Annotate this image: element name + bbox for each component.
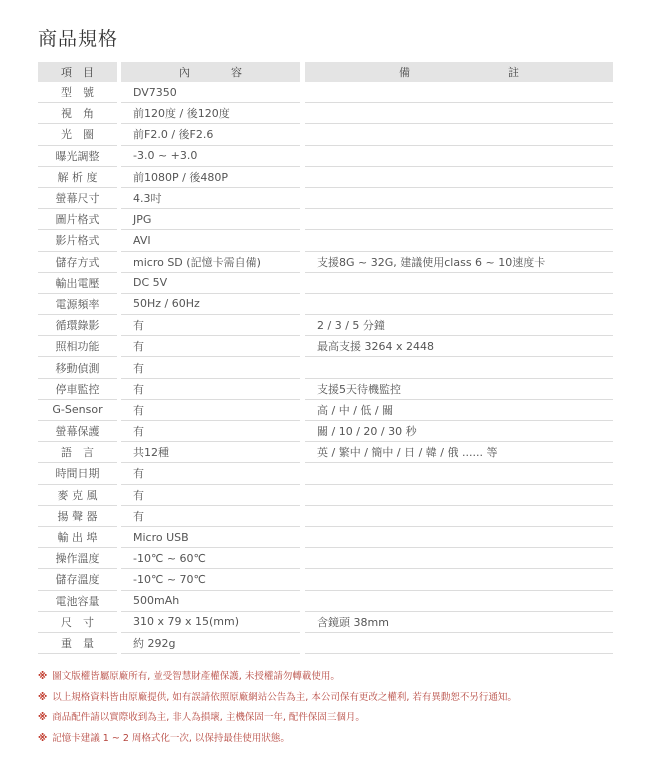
spec-note <box>305 188 613 209</box>
table-row <box>0 506 650 527</box>
table-row <box>0 146 650 167</box>
spec-value: 500mAh <box>121 591 300 612</box>
table-row <box>0 379 650 400</box>
table-row <box>0 188 650 209</box>
reference-mark-icon: ※ <box>38 732 48 744</box>
page-title: 商品規格 <box>38 28 119 50</box>
header-note-right: 註 <box>508 66 519 79</box>
spec-note <box>305 591 613 612</box>
footnote <box>38 729 638 750</box>
table-row <box>0 421 650 442</box>
spec-note <box>305 146 613 167</box>
spec-value: 50Hz / 60Hz <box>121 294 300 315</box>
spec-label: 影片格式 <box>38 230 117 251</box>
spec-note <box>305 209 613 230</box>
spec-label: 照相功能 <box>38 336 117 357</box>
spec-value: 有 <box>121 336 300 357</box>
spec-note: 支援8G ~ 32G, 建議使用class 6 ~ 10速度卡 <box>305 252 613 273</box>
spec-note: 高 / 中 / 低 / 關 <box>305 400 613 421</box>
spec-note: 2 / 3 / 5 分鐘 <box>305 315 613 336</box>
spec-value: 前1080P / 後480P <box>121 167 300 188</box>
spec-label: 移動偵測 <box>38 357 117 378</box>
reference-mark-icon: ※ <box>38 691 48 703</box>
footnotes <box>38 667 638 749</box>
spec-value: JPG <box>121 209 300 230</box>
spec-label: 圖片格式 <box>38 209 117 230</box>
table-row <box>0 124 650 145</box>
spec-value: DV7350 <box>121 82 300 103</box>
header-note <box>305 62 613 82</box>
footnote-text: 記憶卡建議 1 ~ 2 周格式化一次, 以保持最佳使用狀態。 <box>52 732 290 744</box>
header-item <box>38 62 117 82</box>
footnote <box>38 667 638 688</box>
table-row <box>0 612 650 633</box>
table-row <box>0 633 650 654</box>
spec-label: 電池容量 <box>38 591 117 612</box>
table-row <box>0 442 650 463</box>
spec-value: 前120度 / 後120度 <box>121 103 300 124</box>
spec-value: micro SD (記憶卡需自備) <box>121 252 300 273</box>
spec-note: 含鏡頭 38mm <box>305 612 613 633</box>
spec-label: 循環錄影 <box>38 315 117 336</box>
spec-value: 約 292g <box>121 633 300 654</box>
spec-note: 最高支援 3264 x 2448 <box>305 336 613 357</box>
spec-note <box>305 569 613 590</box>
spec-label: 儲存溫度 <box>38 569 117 590</box>
footnote <box>38 688 638 709</box>
spec-label: 語 言 <box>38 442 117 463</box>
footnote <box>38 708 638 729</box>
spec-label: 儲存方式 <box>38 252 117 273</box>
spec-label: 螢幕保護 <box>38 421 117 442</box>
spec-value: 有 <box>121 463 300 484</box>
spec-table-header <box>0 62 650 82</box>
table-row <box>0 294 650 315</box>
header-content-right: 容 <box>231 66 242 79</box>
spec-label: 輸 出 埠 <box>38 527 117 548</box>
table-row <box>0 273 650 294</box>
table-row <box>0 591 650 612</box>
spec-label: 揚 聲 器 <box>38 506 117 527</box>
spec-note: 支援5天待機監控 <box>305 379 613 400</box>
spec-label: 電源頻率 <box>38 294 117 315</box>
table-row <box>0 527 650 548</box>
reference-mark-icon: ※ <box>38 712 48 723</box>
spec-note <box>305 506 613 527</box>
table-row <box>0 357 650 378</box>
table-row <box>0 336 650 357</box>
spec-note <box>305 463 613 484</box>
spec-label: 型 號 <box>38 82 117 103</box>
table-row <box>0 230 650 251</box>
spec-value: Micro USB <box>121 527 300 548</box>
spec-note <box>305 527 613 548</box>
spec-note <box>305 167 613 188</box>
spec-label: 操作溫度 <box>38 548 117 569</box>
spec-label: 停車監控 <box>38 379 117 400</box>
spec-note <box>305 548 613 569</box>
footnote-text: 以上規格資料皆由原廠提供, 如有誤請依照原廠網站公告為主, 本公司保有更改之權利, 若有異動恕不另行通知。 <box>52 691 517 703</box>
spec-value: -10℃ ~ 70℃ <box>121 569 300 590</box>
spec-label: G-Sensor <box>38 400 117 421</box>
header-content <box>121 62 300 82</box>
table-row <box>0 569 650 590</box>
spec-value: 310 x 79 x 15(mm) <box>121 612 300 633</box>
header-note-left: 備 <box>399 66 410 79</box>
table-row <box>0 209 650 230</box>
footnote-text: 商品配件請以實際收到為主, 非人為損壞, 主機保固一年, 配件保固三個月。 <box>52 712 365 723</box>
spec-value: 共12種 <box>121 442 300 463</box>
spec-value: 有 <box>121 400 300 421</box>
spec-note <box>305 357 613 378</box>
spec-value: 有 <box>121 485 300 506</box>
header-content-left: 內 <box>179 66 190 79</box>
spec-label: 重 量 <box>38 633 117 654</box>
spec-note <box>305 230 613 251</box>
spec-label: 光 圈 <box>38 124 117 145</box>
spec-note <box>305 82 613 103</box>
table-row <box>0 252 650 273</box>
spec-note <box>305 485 613 506</box>
table-row <box>0 400 650 421</box>
spec-value: 前F2.0 / 後F2.6 <box>121 124 300 145</box>
table-row <box>0 315 650 336</box>
spec-note <box>305 124 613 145</box>
spec-value: 有 <box>121 379 300 400</box>
spec-note <box>305 273 613 294</box>
spec-note: 關 / 10 / 20 / 30 秒 <box>305 421 613 442</box>
table-row <box>0 82 650 103</box>
spec-value: 有 <box>121 357 300 378</box>
spec-label: 曝光調整 <box>38 146 117 167</box>
table-row <box>0 548 650 569</box>
spec-note <box>305 633 613 654</box>
spec-label: 解 析 度 <box>38 167 117 188</box>
spec-label: 尺 寸 <box>38 612 117 633</box>
table-row <box>0 167 650 188</box>
spec-table-body <box>0 82 650 654</box>
spec-value: 有 <box>121 421 300 442</box>
table-row <box>0 463 650 484</box>
spec-value: -10℃ ~ 60℃ <box>121 548 300 569</box>
table-row <box>0 103 650 124</box>
footnote-text: 圖文版權皆屬原廠所有, 並受智慧財產權保護, 未授權請勿轉載使用。 <box>52 671 340 682</box>
table-row <box>0 485 650 506</box>
spec-note <box>305 103 613 124</box>
spec-note <box>305 294 613 315</box>
spec-value: 有 <box>121 506 300 527</box>
spec-value: -3.0 ~ +3.0 <box>121 146 300 167</box>
spec-label: 輸出電壓 <box>38 273 117 294</box>
spec-label: 螢幕尺寸 <box>38 188 117 209</box>
spec-value: 4.3吋 <box>121 188 300 209</box>
spec-value: DC 5V <box>121 273 300 294</box>
spec-label: 麥 克 風 <box>38 485 117 506</box>
spec-value: 有 <box>121 315 300 336</box>
spec-value: AVI <box>121 230 300 251</box>
reference-mark-icon: ※ <box>38 671 48 682</box>
spec-label: 時間日期 <box>38 463 117 484</box>
spec-label: 視 角 <box>38 103 117 124</box>
spec-note: 英 / 繁中 / 簡中 / 日 / 韓 / 俄 ...... 等 <box>305 442 613 463</box>
header-item-label: 項 目 <box>61 66 94 79</box>
